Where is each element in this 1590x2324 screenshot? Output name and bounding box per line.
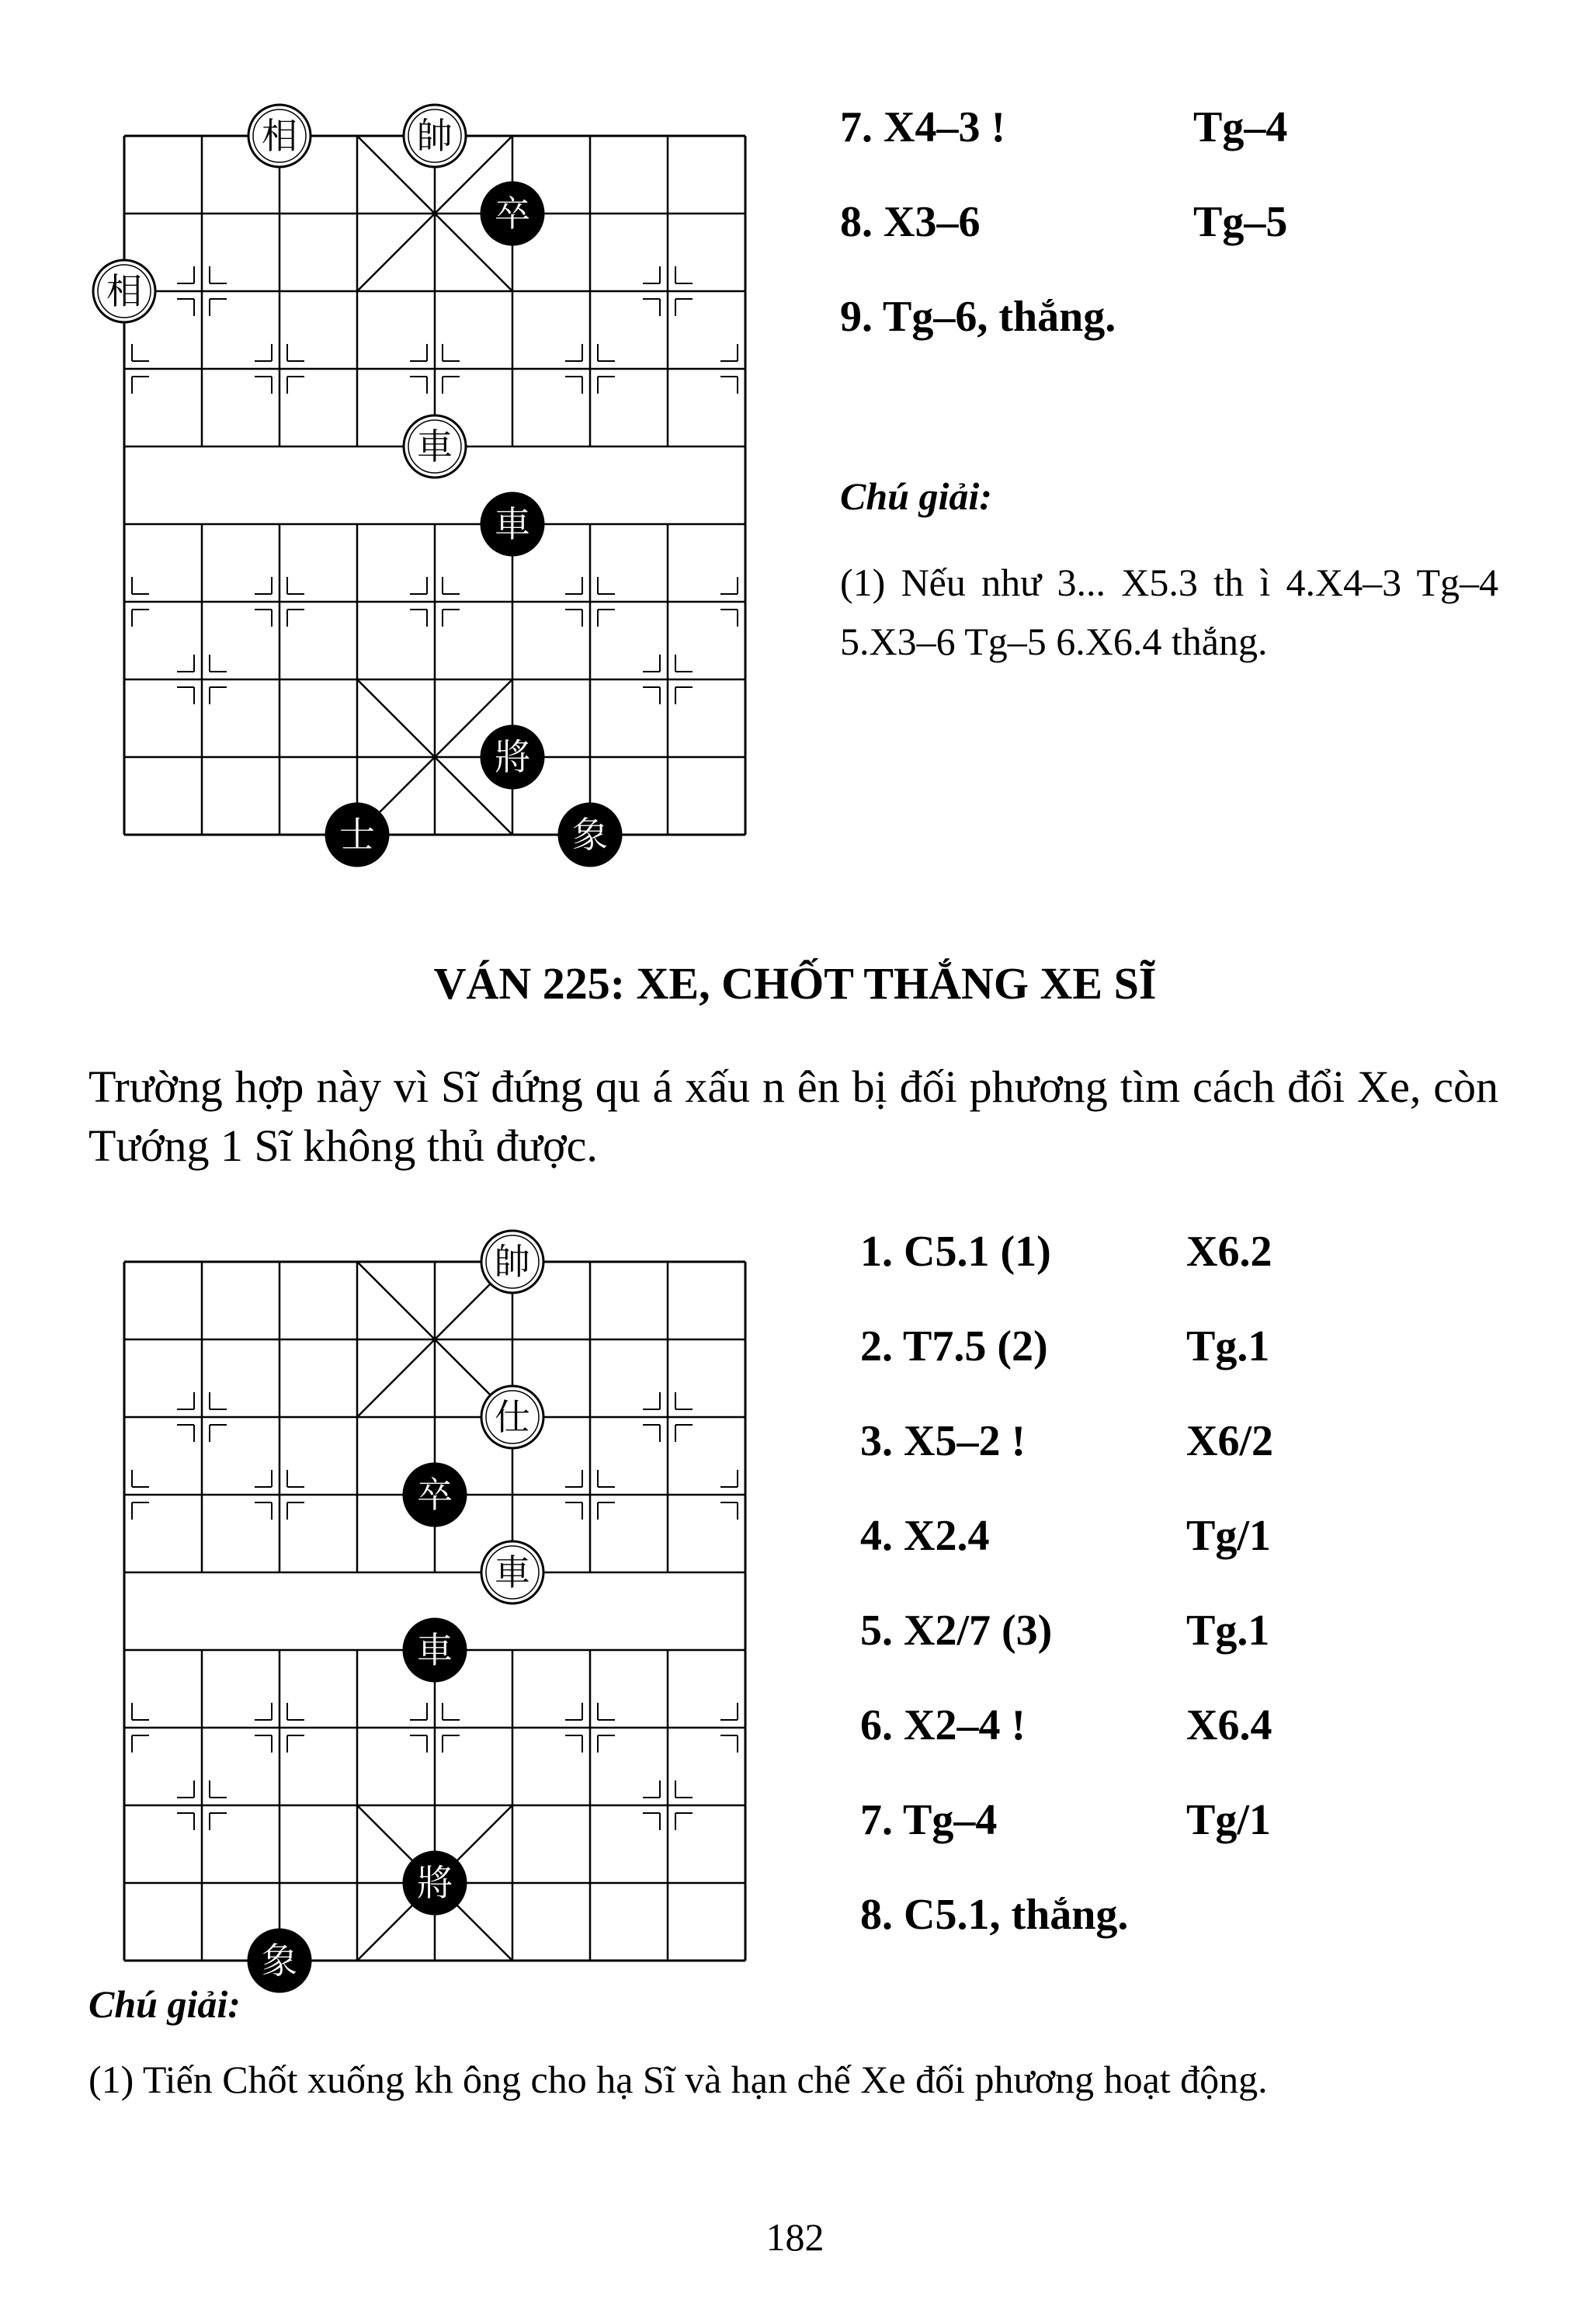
piece-glyph: 卒 bbox=[417, 1474, 453, 1516]
red-move: 3. X5–2 ! bbox=[860, 1417, 1026, 1465]
red-general-piece bbox=[404, 105, 466, 167]
black-soldier-piece bbox=[404, 1464, 466, 1526]
piece-glyph: 士 bbox=[339, 814, 375, 856]
piece-glyph: 卒 bbox=[495, 193, 530, 234]
red-move: 2. T7.5 (2) bbox=[860, 1322, 1048, 1370]
red-move: 5. X2/7 (3) bbox=[860, 1607, 1053, 1655]
black-chariot-piece bbox=[481, 493, 543, 555]
red-move: 8. X3–6 bbox=[840, 198, 981, 246]
notes-text: (1) Tiến Chốt xuống kh ông cho hạ Sĩ và hạn chế Xe đối phương hoạt động. bbox=[89, 2058, 1268, 2101]
black-move: Tg–5 bbox=[1193, 198, 1288, 246]
piece-glyph: 相 bbox=[262, 115, 297, 157]
piece-glyph: 車 bbox=[495, 503, 530, 545]
red-move: 4. X2.4 bbox=[860, 1512, 990, 1560]
red-move: 1. C5.1 (1) bbox=[860, 1228, 1051, 1276]
black-chariot-piece bbox=[404, 1619, 466, 1681]
piece-glyph: 象 bbox=[262, 1940, 297, 1982]
black-soldier-piece bbox=[481, 182, 543, 245]
xiangqi-board-2 bbox=[78, 1211, 776, 1996]
section-intro: Trường hợp này vì Sĩ đứng qu á xấu n ên bị đối phương tìm cách đổi Xe, còn Tướng 1 Sĩ không thủ được. bbox=[89, 1061, 1498, 1171]
piece-glyph: 車 bbox=[417, 426, 453, 467]
red-chariot-piece bbox=[481, 1541, 543, 1603]
piece-glyph: 帥 bbox=[417, 115, 453, 157]
black-move: Tg–4 bbox=[1193, 103, 1288, 151]
black-move: Tg/1 bbox=[1186, 1796, 1271, 1844]
red-general-piece bbox=[481, 1231, 543, 1293]
black-elephant-piece bbox=[248, 1930, 311, 1992]
piece-glyph: 相 bbox=[106, 270, 142, 312]
red-chariot-piece bbox=[404, 415, 466, 478]
piece-glyph: 將 bbox=[417, 1862, 453, 1904]
notes-heading: Chú giải: bbox=[840, 474, 992, 518]
black-move: X6.4 bbox=[1186, 1701, 1272, 1749]
black-move: X6/2 bbox=[1186, 1417, 1273, 1465]
red-elephant-piece bbox=[248, 105, 311, 167]
piece-glyph: 車 bbox=[495, 1551, 530, 1593]
black-general-piece bbox=[404, 1852, 466, 1914]
red-move: 6. X2–4 ! bbox=[860, 1701, 1026, 1749]
piece-glyph: 仕 bbox=[495, 1396, 530, 1438]
notes-text: (1) Nếu như 3... X5.3 th ì 4.X4–3 Tg–4 5.X3–6 Tg–5 6.X6.4 thắng. bbox=[840, 561, 1498, 663]
piece-glyph: 車 bbox=[417, 1629, 453, 1671]
red-move: 7. X4–3 ! bbox=[840, 103, 1006, 151]
page-number: 182 bbox=[765, 2215, 825, 2259]
black-elephant-piece bbox=[559, 804, 621, 866]
black-move: Tg.1 bbox=[1186, 1607, 1270, 1655]
notes-heading: Chú giải: bbox=[89, 1982, 241, 2026]
red-elephant-piece bbox=[93, 260, 155, 322]
red-advisor-piece bbox=[481, 1386, 543, 1448]
piece-glyph: 帥 bbox=[495, 1241, 530, 1283]
black-move: Tg.1 bbox=[1186, 1322, 1270, 1370]
section-title: VÁN 225: XE, CHỐT THẮNG XE SĨ bbox=[433, 958, 1157, 1009]
black-advisor-piece bbox=[326, 804, 388, 866]
xiangqi-board-1 bbox=[78, 85, 776, 870]
red-move: 7. Tg–4 bbox=[860, 1796, 998, 1844]
piece-glyph: 象 bbox=[572, 814, 608, 856]
red-move: 9. Tg–6, thắng. bbox=[840, 293, 1116, 341]
piece-glyph: 將 bbox=[495, 736, 530, 778]
red-move: 8. C5.1, thắng. bbox=[860, 1891, 1129, 1939]
black-move: X6.2 bbox=[1186, 1228, 1272, 1276]
black-move: Tg/1 bbox=[1186, 1512, 1271, 1560]
black-general-piece bbox=[481, 726, 543, 788]
